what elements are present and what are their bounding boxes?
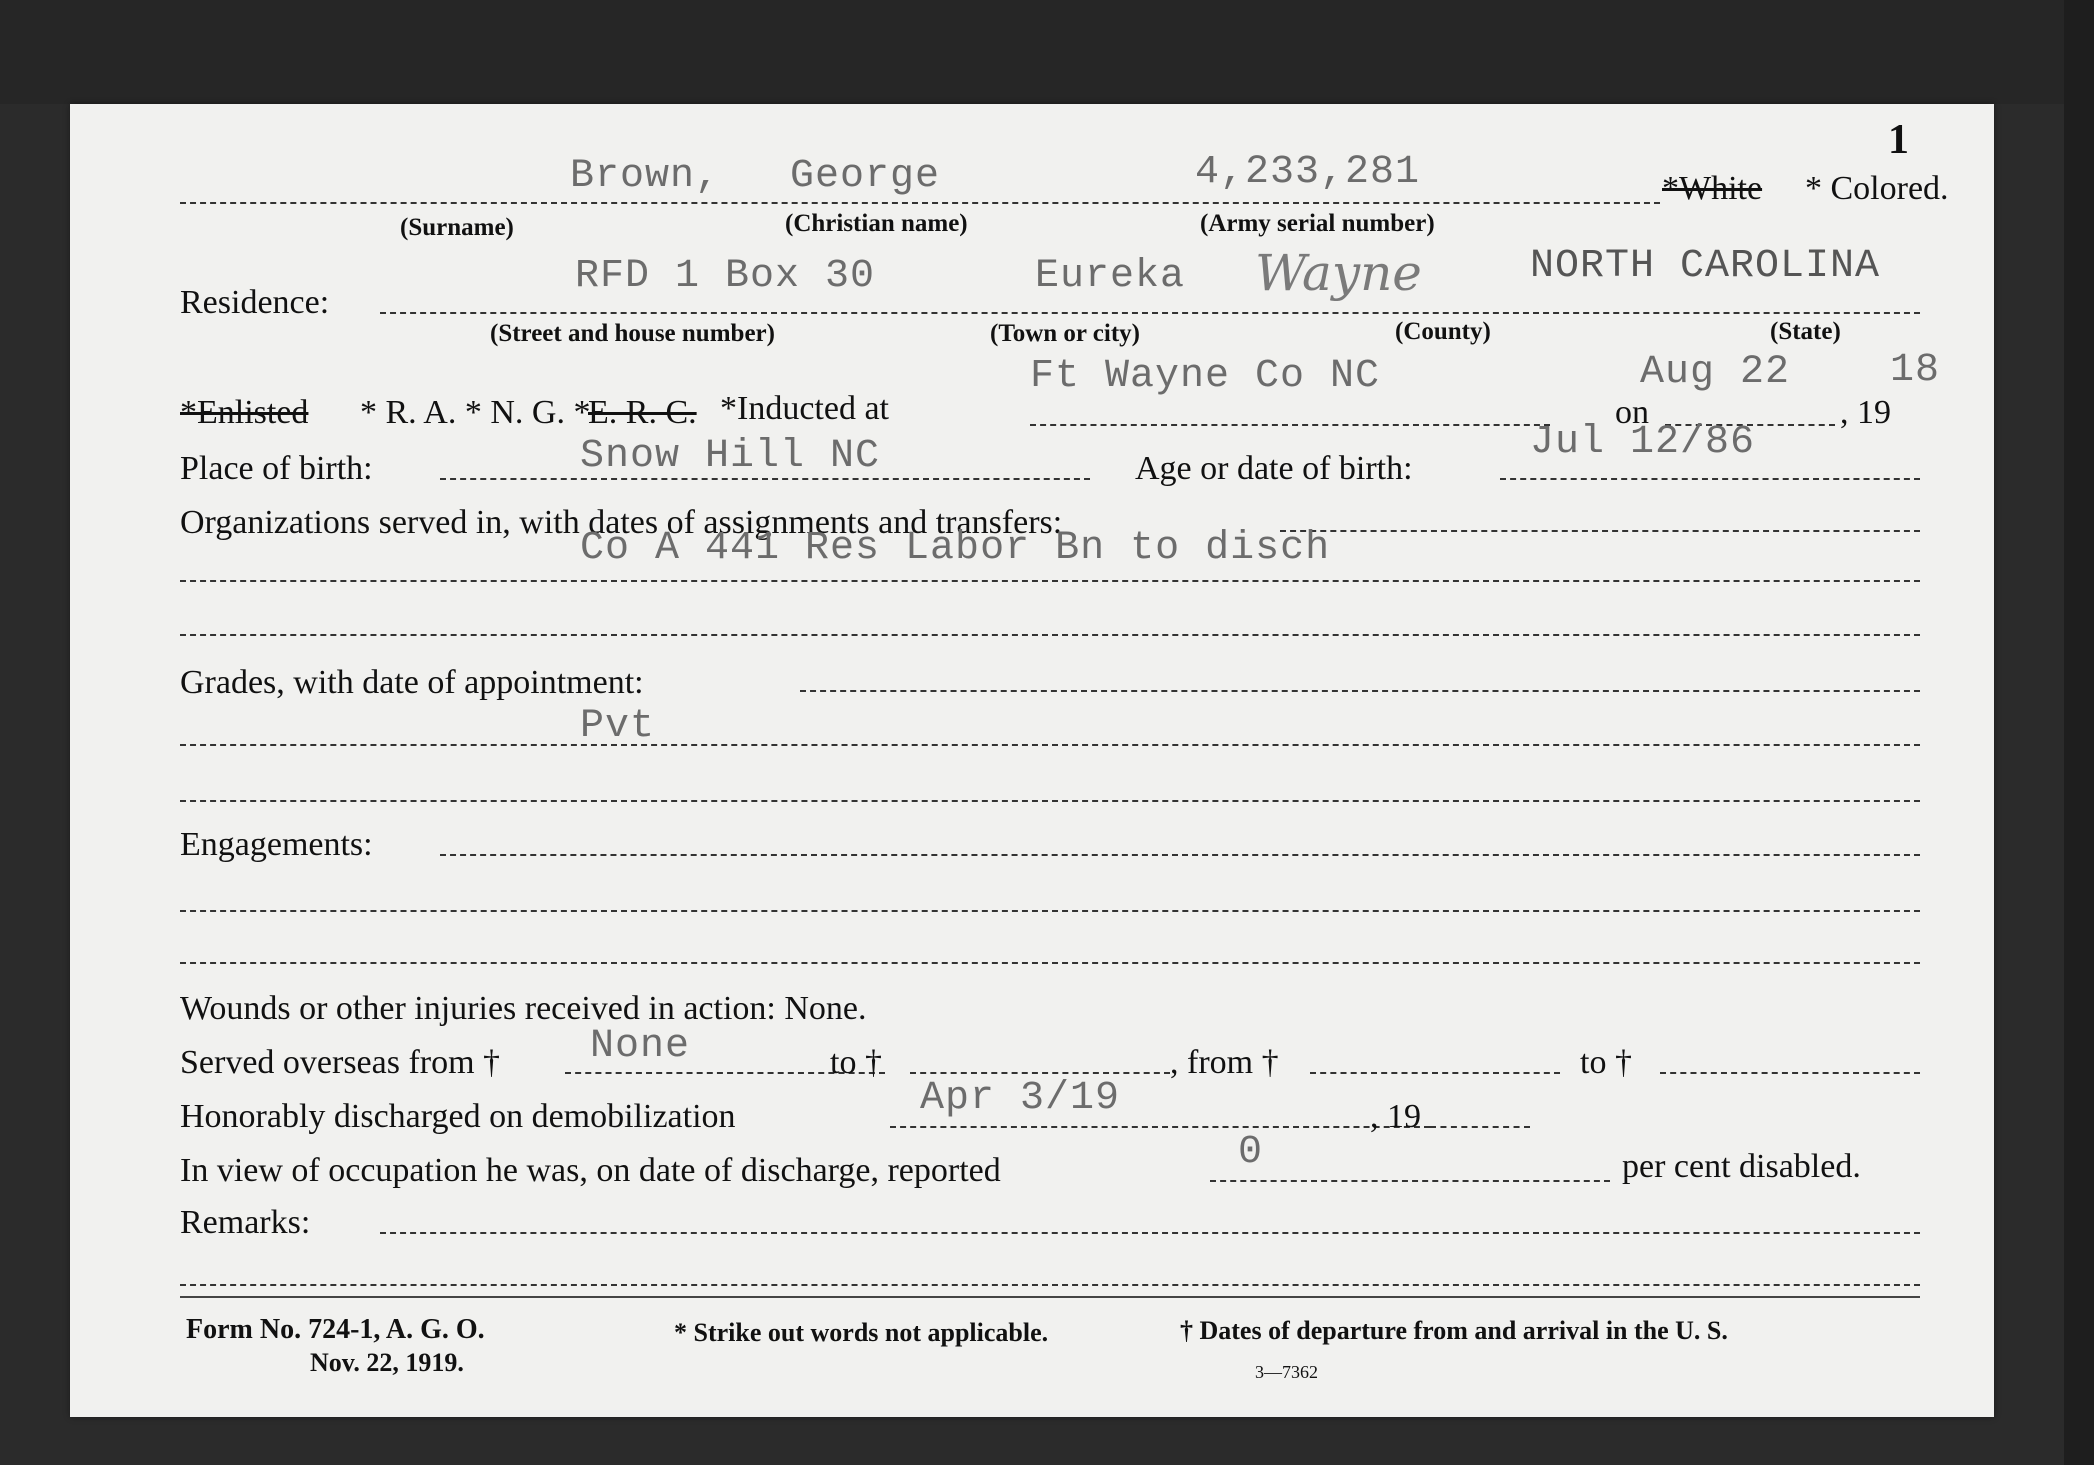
grades-line-2: [180, 744, 1920, 746]
occupation-line: [1210, 1180, 1610, 1182]
remarks-line-2: [180, 1284, 1920, 1286]
town-label: (Town or city): [990, 320, 1140, 347]
discharged-label: Honorably discharged on demobilization: [180, 1098, 736, 1135]
grades-label: Grades, with date of appointment:: [180, 664, 644, 701]
overseas-to1-label: to †: [830, 1044, 882, 1081]
overseas-label: Served overseas from †: [180, 1044, 501, 1081]
state-value: NORTH CAROLINA: [1530, 244, 1881, 289]
inducted-at-value: Ft Wayne Co NC: [1030, 354, 1381, 399]
organizations-label: Organizations served in, with dates of assignments and transfers:: [180, 504, 1063, 541]
disabled-pct-value: 0: [1238, 1130, 1264, 1175]
organizations-line-1: [1280, 530, 1920, 532]
organizations-line-2: [180, 580, 1920, 582]
organizations-line-3: [180, 634, 1920, 636]
engagements-line-2: [180, 910, 1920, 912]
engagements-line-3: [180, 962, 1920, 964]
grades-line-1: [800, 690, 1920, 692]
erc-label: E. R. C.: [588, 394, 697, 431]
serial-label: (Army serial number): [1200, 210, 1435, 237]
birth-date-line: [1500, 478, 1920, 480]
grades-line-3: [180, 800, 1920, 802]
overseas-from2-label: , from †: [1170, 1044, 1279, 1081]
form-number: Form No. 724-1, A. G. O.: [186, 1314, 485, 1345]
scanner-border-top: [0, 0, 2094, 104]
service-record-card: [70, 104, 1994, 1417]
birth-place-value: Snow Hill NC: [580, 434, 881, 479]
strike-note: * Strike out words not applicable.: [674, 1318, 1049, 1347]
ra-ng-label: * R. A. * N. G. *: [360, 394, 591, 431]
town-value: Eureka: [1035, 254, 1186, 299]
christian-name-label: (Christian name): [785, 210, 968, 237]
overseas-to2-label: to †: [1580, 1044, 1632, 1081]
surname-label: (Surname): [400, 214, 514, 241]
discharged-year-label: , 19: [1370, 1098, 1421, 1135]
overseas-from2-line: [1310, 1072, 1560, 1074]
overseas-to2-line: [1660, 1072, 1920, 1074]
christian-name-value: George: [790, 154, 941, 199]
discharge-line: [890, 1126, 1430, 1128]
form-date: Nov. 22, 1919.: [310, 1348, 464, 1377]
wounds-label: Wounds or other injuries received in action: None.: [180, 990, 867, 1027]
organization-value: Co A 441 Res Labor Bn to disch: [580, 526, 1331, 571]
nineteen-label: , 19: [1840, 394, 1891, 431]
dates-note: † Dates of departure from and arrival in the U. S.: [1180, 1316, 1728, 1345]
inducted-line: [1030, 424, 1550, 426]
engagements-label: Engagements:: [180, 826, 373, 863]
birth-date-value: Jul 12/86: [1530, 420, 1756, 465]
race-colored: * Colored.: [1805, 170, 1949, 207]
inducted-date-value: Aug 22: [1640, 350, 1791, 395]
residence-line: [380, 312, 1920, 314]
state-label: (State): [1770, 318, 1841, 345]
street-label: (Street and house number): [490, 320, 775, 347]
footer-rule: [180, 1296, 1920, 1298]
disabled-label: per cent disabled.: [1622, 1148, 1861, 1185]
street-value: RFD 1 Box 30: [575, 254, 876, 299]
scanner-border-right: [2064, 0, 2094, 1465]
residence-label: Residence:: [180, 284, 330, 321]
print-code: 3—7362: [1255, 1362, 1318, 1382]
discharge-date-value: Apr 3/19: [920, 1076, 1121, 1121]
surname-value: Brown,: [570, 154, 721, 199]
grade-value: Pvt: [580, 704, 656, 749]
remarks-line-1: [380, 1232, 1920, 1234]
card-number: 1: [1888, 117, 1909, 163]
name-line: [180, 202, 1660, 204]
county-value: Wayne: [1255, 244, 1422, 302]
occupation-label: In view of occupation he was, on date of discharge, reported: [180, 1152, 1001, 1189]
race-white: *White: [1662, 170, 1763, 207]
serial-value: 4,233,281: [1195, 150, 1421, 195]
enlisted-label: *Enlisted: [180, 394, 309, 431]
discharge-year-line: [1430, 1126, 1530, 1128]
overseas-to1-line: [910, 1072, 1170, 1074]
age-label: Age or date of birth:: [1135, 450, 1413, 487]
inducted-label: *Inducted at: [720, 390, 889, 427]
birth-place-label: Place of birth:: [180, 450, 373, 487]
county-label: (County): [1395, 318, 1491, 345]
inducted-year-value: 18: [1890, 348, 1941, 393]
on-label: on: [1615, 394, 1649, 431]
overseas-from-value: None: [590, 1024, 691, 1069]
engagements-line-1: [440, 854, 1920, 856]
remarks-label: Remarks:: [180, 1204, 311, 1241]
birth-place-line: [440, 478, 1090, 480]
